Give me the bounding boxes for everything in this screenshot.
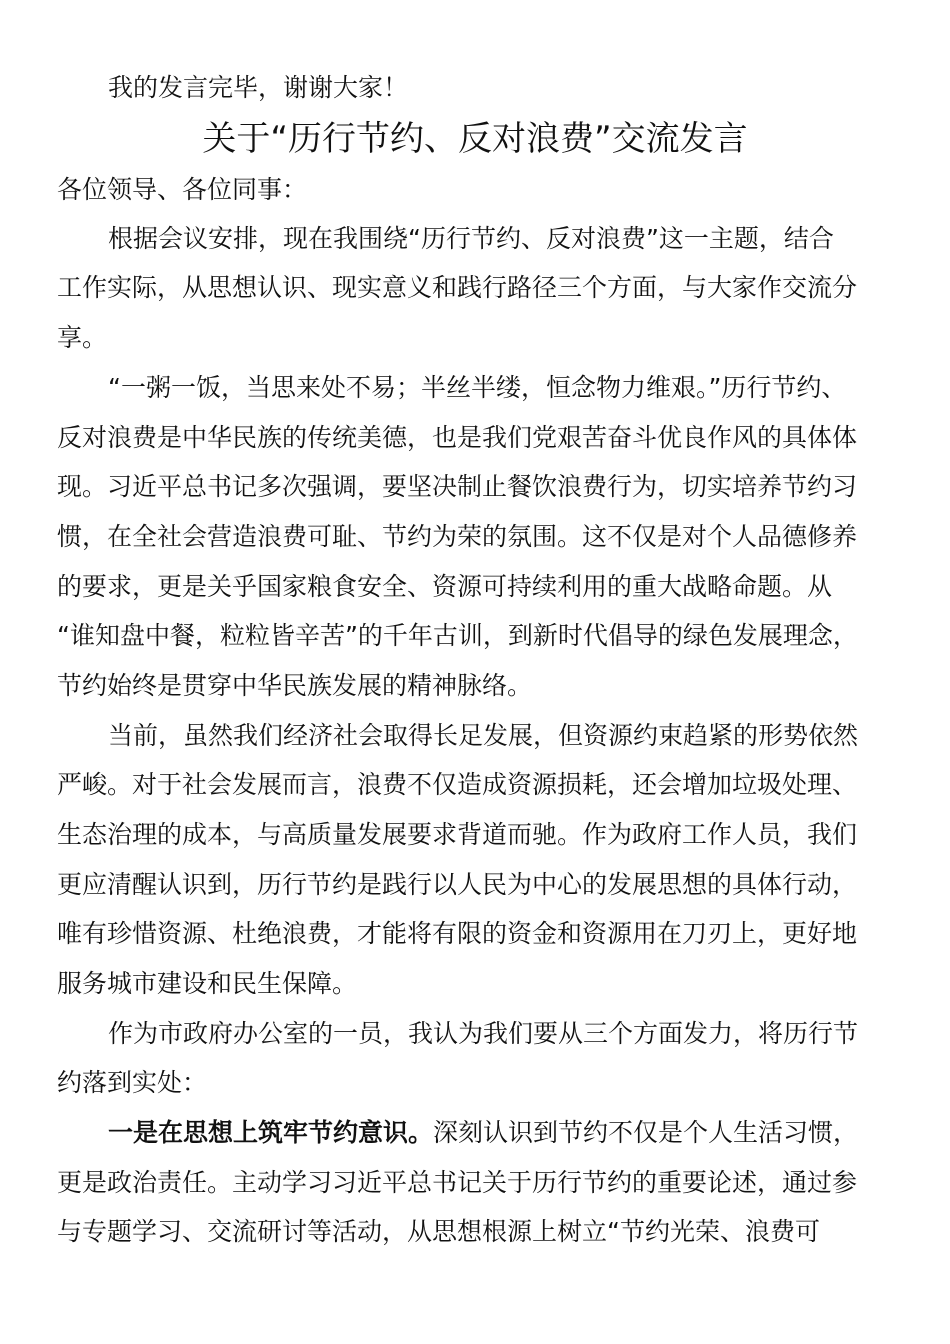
paragraph-line: 与专题学习、交流研讨等活动，从思想根源上树立“节约光荣、浪费可	[57, 1217, 820, 1246]
paragraph-line: 当前，虽然我们经济社会取得长足发展，但资源约束趋紧的形势依然	[108, 721, 859, 750]
paragraph-line: 更应清醒认识到，历行节约是践行以人民为中心的发展思想的具体行动，	[57, 870, 858, 899]
document-title: 关于“历行节约、反对浪费”交流发言	[202, 119, 748, 159]
salutation: 各位领导、各位同事：	[57, 175, 308, 204]
paragraph-line: 作为市政府办公室的一员，我认为我们要从三个方面发力，将历行节	[108, 1019, 859, 1048]
point-one-text: 深刻认识到节约不仅是个人生活习惯，	[433, 1118, 859, 1147]
paragraph-line: 惯，在全社会营造浪费可耻、节约为荣的氛围。这不仅是对个人品德修养	[57, 522, 858, 551]
paragraph-line: 工作实际，从思想认识、现实意义和践行路径三个方面，与大家作交流分	[57, 273, 858, 302]
paragraph-line: 享。	[57, 323, 108, 352]
paragraph-line: “一粥一饭，当思来处不易；半丝半缕，恒念物力维艰。”历行节约、	[108, 373, 847, 402]
paragraph-line: 节约始终是贯穿中华民族发展的精神脉络。	[57, 671, 533, 700]
paragraph-line: 反对浪费是中华民族的传统美德，也是我们党艰苦奋斗优良作风的具体体	[57, 423, 858, 452]
paragraph-line: 的要求，更是关乎国家粮食安全、资源可持续利用的重大战略命题。从	[57, 572, 833, 601]
paragraph-line: 服务城市建设和民生保障。	[57, 969, 358, 998]
closing-remark: 我的发言完毕，谢谢大家！	[108, 73, 409, 102]
paragraph-line: 唯有珍惜资源、杜绝浪费，才能将有限的资金和资源用在刀刃上，更好地	[57, 919, 858, 948]
point-one-heading: 一是在思想上筑牢节约意识。	[108, 1118, 434, 1147]
paragraph-line: 根据会议安排，现在我围绕“历行节约、反对浪费”这一主题，结合	[108, 224, 834, 253]
paragraph-line: 更是政治责任。主动学习习近平总书记关于历行节约的重要论述，通过参	[57, 1168, 858, 1197]
paragraph-line: 约落到实处：	[57, 1068, 208, 1097]
paragraph-line: 严峻。对于社会发展而言，浪费不仅造成资源损耗，还会增加垃圾处理、	[57, 770, 858, 799]
paragraph-line: 现。习近平总书记多次强调，要坚决制止餐饮浪费行为，切实培养节约习	[57, 472, 858, 501]
point-one-line	[108, 1115, 858, 1151]
paragraph-line: 生态治理的成本，与高质量发展要求背道而驰。作为政府工作人员，我们	[57, 820, 858, 849]
paragraph-line: “谁知盘中餐，粒粒皆辛苦”的千年古训，到新时代倡导的绿色发展理念，	[57, 621, 858, 650]
